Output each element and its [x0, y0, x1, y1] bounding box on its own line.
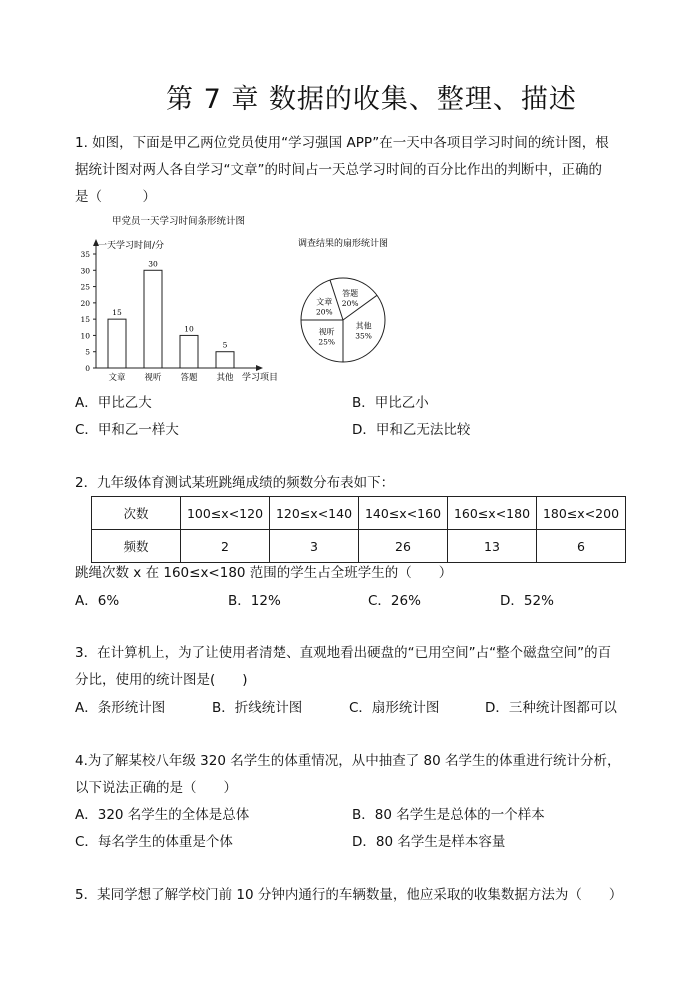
q3-option-a[interactable]: A．条形统计图: [75, 700, 166, 716]
x-axis-arrow: [256, 365, 263, 371]
q1-line1: 1. 如图，下面是甲乙两位党员使用“学习强国 APP”在一天中各项目学习时间的统计图，根: [75, 135, 609, 151]
q2-option-d[interactable]: D．52%: [500, 593, 554, 609]
q1-option-a[interactable]: A．甲比乙大: [75, 395, 152, 411]
q3-line1: 3．在计算机上，为了让使用者清楚、直观地看出硬盘的“已用空间”占“整个磁盘空间”的百: [75, 645, 612, 661]
table-cell: 120≤x<140: [270, 497, 359, 530]
y-tick-label: 15: [80, 315, 90, 325]
q2-question: 跳绳次数 x 在 160≤x<180 范围的学生占全班学生的（ ）: [75, 565, 453, 581]
q4-option-c[interactable]: C．每名学生的体重是个体: [75, 834, 233, 850]
pie-chart-title: 调查结果的扇形统计图: [298, 239, 389, 249]
bar-category-label: 视听: [144, 373, 162, 383]
page-title: 第 7 章 数据的收集、整理、描述: [166, 84, 577, 115]
pie-chart: [290, 230, 420, 370]
bar-value-label: 5: [222, 340, 228, 350]
bar-value-label: 10: [184, 324, 194, 334]
q2-option-c[interactable]: C．26%: [368, 593, 421, 609]
bar-chart-ylabel: 一天学习时间/分: [98, 241, 165, 251]
q3-option-b[interactable]: B．折线统计图: [212, 700, 303, 716]
q3-line2: 分比，使用的统计图是( ): [75, 672, 248, 688]
pie-slice-label: 答题: [342, 289, 359, 299]
bar-chart-title: 甲党员一天学习时间条形统计图: [112, 216, 246, 227]
bar-category-label: 其他: [216, 373, 234, 383]
bar-文章: [108, 319, 126, 368]
pie-slice-label: 文章: [316, 297, 333, 307]
table-cell: 频数: [92, 530, 181, 563]
q3-option-d[interactable]: D．三种统计图都可以: [485, 700, 617, 716]
table-cell: 140≤x<160: [359, 497, 448, 530]
q1-option-c[interactable]: C．甲和乙一样大: [75, 422, 179, 438]
y-tick-label: 35: [80, 250, 90, 259]
q1-option-b[interactable]: B．甲比乙小: [352, 395, 429, 411]
q1-option-d[interactable]: D．甲和乙无法比较: [352, 422, 471, 438]
table-cell: 2: [181, 530, 270, 563]
y-tick-label: 0: [85, 364, 90, 373]
q2-option-b[interactable]: B．12%: [228, 593, 281, 609]
pie-slice-label: 其他: [355, 321, 372, 331]
pie-slice-value: 20%: [315, 307, 333, 317]
q1-line3: 是（ ）: [75, 189, 156, 205]
q3-option-c[interactable]: C．扇形统计图: [349, 700, 440, 716]
table-cell: 100≤x<120: [181, 497, 270, 530]
pie-slice-label: 视听: [318, 327, 335, 337]
table-cell: 13: [448, 530, 537, 563]
table-row: [92, 497, 626, 530]
bar-value-label: 15: [112, 308, 122, 318]
table-cell: 160≤x<180: [448, 497, 537, 530]
q2-option-a[interactable]: A．6%: [75, 593, 120, 609]
table-cell: 3: [270, 530, 359, 563]
pie-slice-value: 20%: [341, 299, 359, 309]
q4-option-a[interactable]: A．320 名学生的全体是总体: [75, 807, 250, 823]
q4-line2: 以下说法正确的是（ ）: [75, 780, 237, 796]
pie-slice-value: 25%: [318, 337, 336, 347]
y-tick-label: 30: [80, 266, 90, 276]
bar-答题: [180, 335, 198, 368]
q4-option-b[interactable]: B．80 名学生是总体的一个样本: [352, 807, 545, 823]
bar-category-label: 文章: [108, 373, 126, 383]
bar-value-label: 30: [148, 259, 158, 269]
y-tick-label: 25: [80, 282, 90, 292]
bar-其他: [216, 352, 234, 368]
table-cell: 26: [359, 530, 448, 563]
table-row: [92, 530, 626, 563]
bar-chart-xlabel: 学习项目: [242, 373, 279, 383]
y-tick-label: 10: [80, 331, 90, 341]
table-cell: 6: [537, 530, 626, 563]
bar-chart: [70, 208, 290, 388]
y-tick-label: 5: [85, 347, 90, 357]
q5-line1: 5．某同学想了解学校门前 10 分钟内通行的车辆数量，他应采取的收集数据方法为（ ）: [75, 887, 623, 903]
y-tick-label: 20: [80, 298, 90, 308]
pie-slice-value: 35%: [355, 331, 372, 341]
q2-text: 2．九年级体育测试某班跳绳成绩的频数分布表如下：: [75, 475, 395, 491]
bar-category-label: 答题: [180, 373, 198, 383]
q4-option-d[interactable]: D．80 名学生是样本容量: [352, 834, 506, 850]
table-cell: 次数: [92, 497, 181, 530]
q4-line1: 4.为了解某校八年级 320 名学生的体重情况，从中抽查了 80 名学生的体重进行统计分析，: [75, 753, 621, 769]
q1-line2: 据统计图对两人各自学习“文章”的时间占一天总学习时间的百分比作出的判断中，正确的: [75, 162, 602, 178]
bar-视听: [144, 270, 162, 368]
frequency-table: [91, 496, 626, 563]
table-cell: 180≤x<200: [537, 497, 626, 530]
